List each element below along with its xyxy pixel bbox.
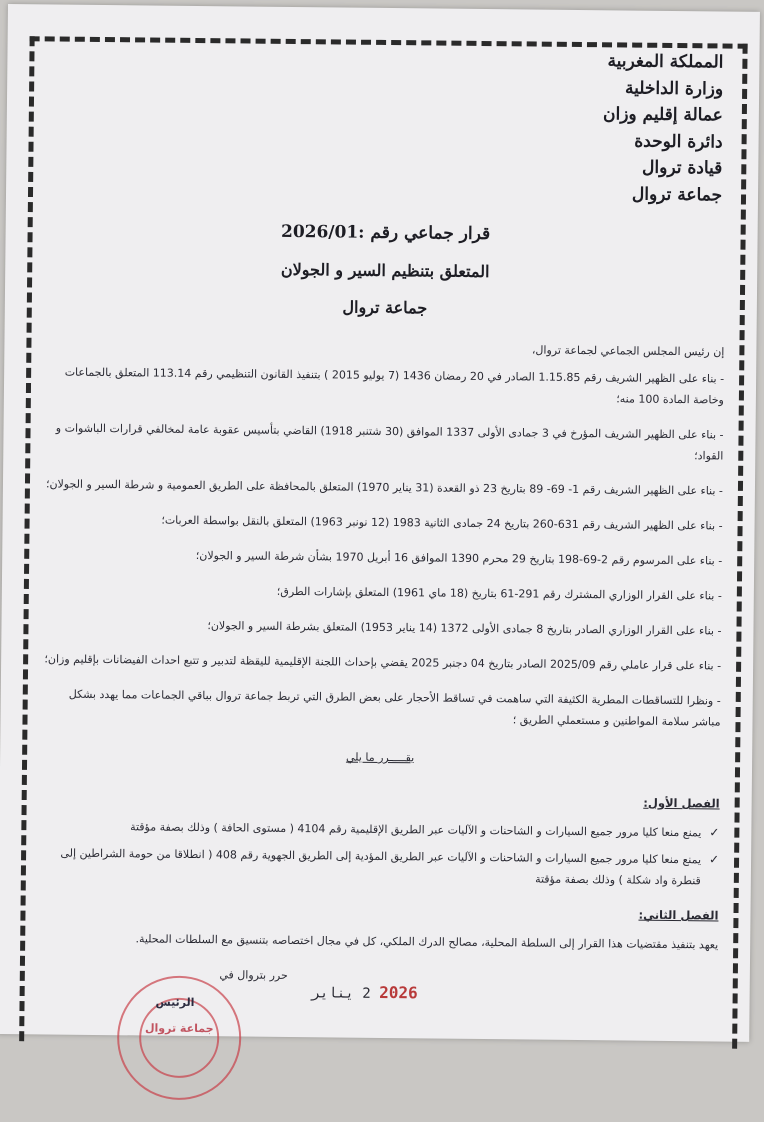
consideration-item: - ونظرا للتساقطات المطرية الكثيفة التي ساهمت في تساقط الأحجار على بعض الطرق التي تربط جماعة تروال بباقي الجماعات مما يهدد بشكل مباشر سلامة المواطنين و مستعملي الطريق ؛ bbox=[68, 687, 721, 729]
article-2-text: يعهد بتنفيذ مقتضيات هذا القرار إلى السلطة المحلية، مصالح الدرك الملكي، كل في مجال اختصاصه بتنسيق مع السلطات المحلية. bbox=[135, 932, 719, 952]
consideration-item: - بناء على المرسوم رقم 2-69-198 بتاريخ 29 محرم 1390 الموافق 16 أبريل 1970 بشأن شرطة السير و الجولان؛ bbox=[195, 548, 723, 568]
consideration-item: - بناء على الظهير الشريف رقم 1.15.85 الصادر في 20 رمضان 1436 (7 يوليو 2015 ) بتنفيذ القانون التنظيمي رقم 113.14 المتعلق بالجماعات وخاصة المادة 100 منه؛ bbox=[64, 365, 725, 407]
article-1-title: الفصل الأول: bbox=[643, 795, 720, 811]
letterhead-line: دائرة الوحدة bbox=[634, 131, 723, 152]
document-content bbox=[36, 38, 727, 1121]
article-2-title: الفصل الثاني: bbox=[638, 907, 719, 923]
date-year: 2026 bbox=[379, 982, 418, 1003]
president-label: الرئيس bbox=[155, 995, 195, 1010]
intro-line: إن رئيس المجلس الجماعي لجماعة تروال، bbox=[531, 343, 725, 359]
letterhead-line: المملكة المغربية bbox=[607, 51, 724, 73]
letterhead-line: وزارة الداخلية bbox=[624, 77, 724, 99]
consideration-item: - بناء على قرار عاملي رقم 2025/09 الصادر بتاريخ 04 دجنبر 2025 يقضي بإحداث اللجنة الإقليمية لليقظة لتدبير و تتبع احداث الفيضانات بإقليم وزان؛ bbox=[44, 652, 722, 673]
signature-area bbox=[36, 954, 718, 1121]
article-1-item bbox=[39, 842, 719, 891]
consideration-item: - بناء على الظهير الشريف رقم 1- 69- 89 بتاريخ 23 ذو القعدة (31 يناير 1970) المتعلق بالمحافظة على الطريق العمومية و شرطة السير و الجولان؛ bbox=[45, 477, 724, 498]
stamp-text: جماعة تروال bbox=[144, 1021, 214, 1036]
date-line bbox=[312, 981, 418, 1005]
consideration-item: - بناء على القرار الوزاري المشترك رقم 291-61 بتاريخ (18 ماي 1961) المتعلق بإشارات الطرق؛ bbox=[276, 584, 722, 603]
decision-subject: المتعلق بتنظيم السير و الجولان bbox=[280, 259, 490, 282]
checkmark-icon: ✓ bbox=[709, 825, 720, 840]
letterhead-line: قيادة تروال bbox=[641, 157, 723, 179]
consideration-item: - بناء على الظهير الشريف المؤرخ في 3 جمادى الأولى 1337 الموافق (30 شتنبر 1918) القاضي بتأسيس عقوبة عامة لمخالفي قرارات الباشوات و القواد؛ bbox=[55, 421, 724, 463]
done-at: حرر بتروال في bbox=[219, 968, 288, 982]
article-1-item bbox=[39, 815, 719, 843]
decision-number: قرار جماعي رقم :2026/01 bbox=[280, 221, 491, 245]
letterhead bbox=[46, 42, 728, 208]
decision-body bbox=[36, 334, 724, 1121]
title-block bbox=[45, 211, 726, 329]
letterhead-line: جماعة تروال bbox=[631, 184, 723, 205]
checkmark-icon: ✓ bbox=[708, 852, 720, 867]
date-day-month: 2 يناير bbox=[311, 985, 371, 1002]
letterhead-line: عمالة إقليم وزان bbox=[602, 104, 723, 126]
consideration-item: - بناء على القرار الوزاري الصادر بتاريخ 8 جمادى الأولى 1372 (14 يناير 1953) المتعلق بشرطة السير و الجولان؛ bbox=[207, 619, 722, 638]
commune-name: جماعة تروال bbox=[342, 297, 428, 318]
document-page bbox=[0, 4, 760, 1042]
article-1-item-text: يمنع منعا كليا مرور جميع السيارات و الشاحنات و الآليات عبر الطريق المؤدية إلى الطريق الجهوية رقم 408 ( انطلاقا من حومة الشراطين إلى قنطرة واد شكلة ) وذلك بصفة مؤقتة bbox=[60, 846, 702, 888]
decides-heading: يقـــــرر ما يلي bbox=[345, 750, 415, 765]
article-1-item-text: يمنع منعا كليا مرور جميع السيارات و الشاحنات و الآليات عبر الطريق الإقليمية رقم 4104 ( مستوى الحافة ) وذلك بصفة مؤقتة bbox=[130, 820, 702, 840]
consideration-item: - بناء على الظهير الشريف رقم 631-260 بتاريخ 24 جمادى الثانية 1983 (12 نونبر 1963) المتعلق بالنقل بواسطة العربات؛ bbox=[161, 513, 723, 533]
